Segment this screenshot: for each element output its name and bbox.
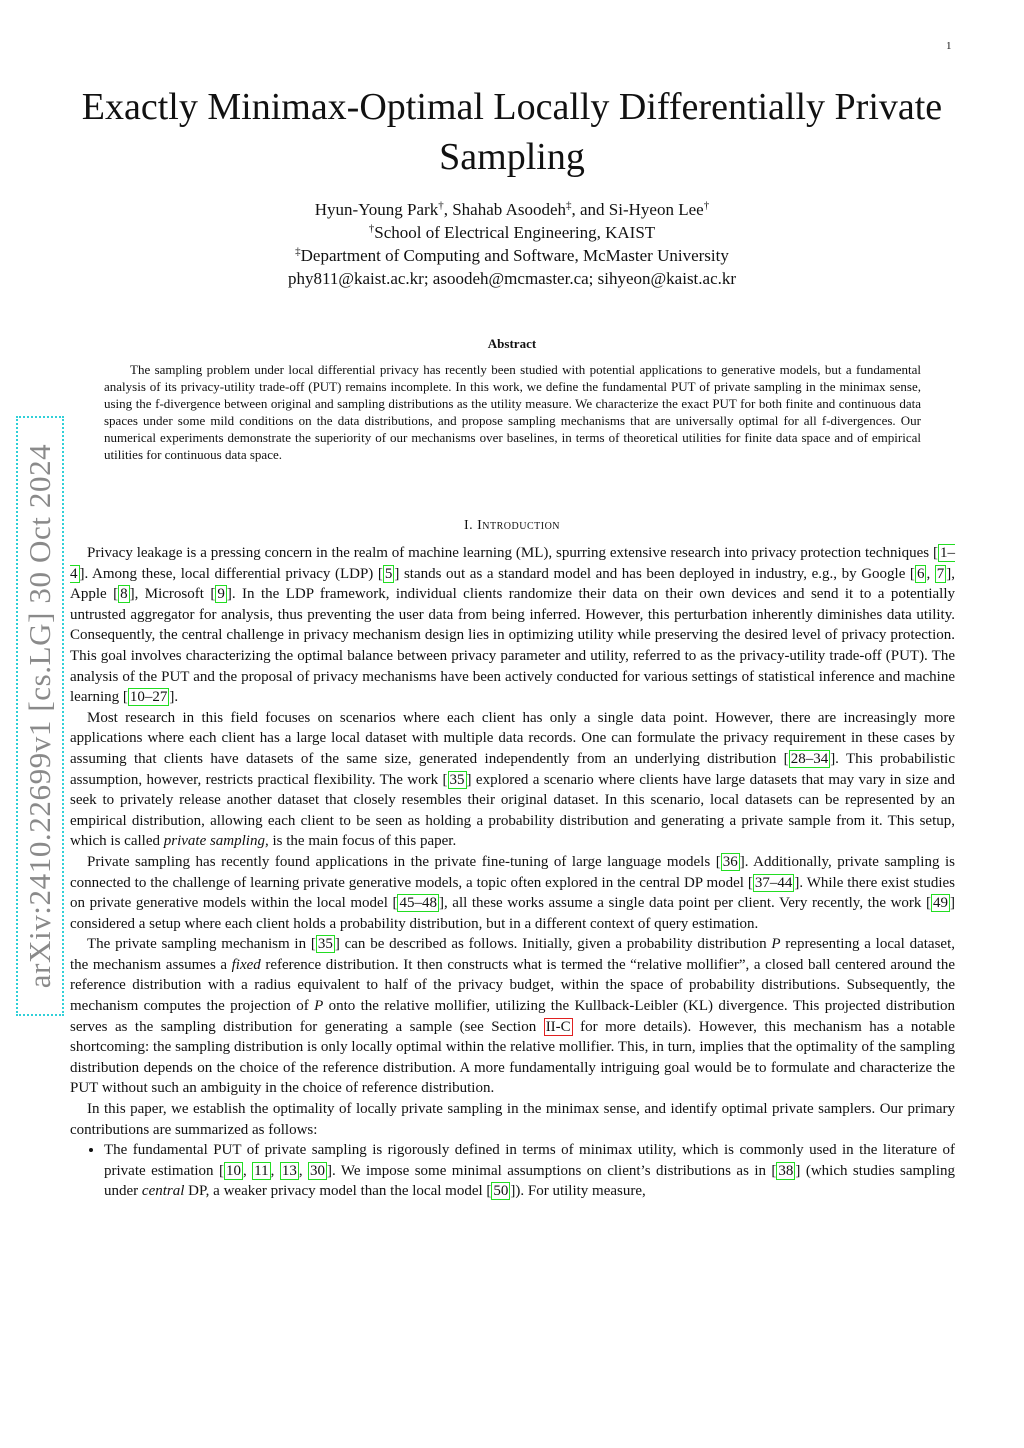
citation-link[interactable]: 28–34 bbox=[790, 750, 829, 767]
citation-link[interactable]: 37–44 bbox=[754, 874, 793, 891]
author-name: Hyun-Young Park bbox=[314, 200, 439, 219]
paragraph: The private sampling mechanism in [ 35 ] can be described as follows. Initially, given a probability distribution P representing a local dataset, the mechanism assumes a fixed reference distribution. It then constructs what is termed the “relative mollifier”, a closed ball centered around the reference distribution with a radius equivalent to half of the privacy budget, within the space of probability distributions. Subsequently, the mechanism computes the projection of P onto the relative mollifier, utilizing the Kullback-Leibler (KL) divergence. This projected distribution serves as the sampling distribution for generating a sample (see Section II-C for more details). However, this mechanism has a notable shortcoming: the sampling distribution is only locally optimal within the relative mollifier. This, in turn, implies that the optimality of the sampling distribution depends on the choice of the reference distribution. A more fundamentally intriguing goal would be to formulate and characterize the PUT without such an ambiguity in the choice of reference distribution. bbox=[70, 936, 956, 1097]
author-line bbox=[70, 198, 954, 221]
author-name: Shahab Asoodeh bbox=[452, 200, 567, 219]
paragraph: Private sampling has recently found applications in the private fine-tuning of large language models [ 36 ]. Additionally, private sampling is connected to the challenge of learning private generative models, a topic often explored in the central DP model [ 37–44 ]. While there exist studies on private generative models within the local model [ 45–48 ], all these works assume a single data point per client. Very recently, the work [ 49 ] considered a setup where each client holds a probability distribution, but in a different context of query estimation. bbox=[70, 853, 956, 932]
arxiv-identifier[interactable]: arXiv:2410.22699v1 [cs.LG] 30 Oct 2024 bbox=[16, 416, 64, 1016]
section-number: I. bbox=[463, 518, 474, 533]
citation-link[interactable]: 38 bbox=[778, 1162, 794, 1179]
affiliation-mark: † bbox=[703, 199, 710, 212]
citation-link[interactable]: 50 bbox=[493, 1183, 509, 1200]
emphasis: central bbox=[141, 1183, 185, 1200]
citation-link[interactable]: 5 bbox=[384, 565, 393, 582]
main-text bbox=[70, 543, 955, 1202]
section-title: Introduction bbox=[477, 518, 561, 533]
math-symbol: P bbox=[314, 998, 324, 1015]
author-name: and Si-Hyeon Lee bbox=[580, 200, 704, 219]
citation-link[interactable]: 1–4 bbox=[70, 545, 955, 582]
affiliation-mark: † bbox=[368, 222, 375, 235]
citation-link[interactable]: 7 bbox=[936, 565, 945, 582]
citation-link[interactable]: 45–48 bbox=[399, 895, 437, 912]
paragraph: In this paper, we establish the optimality of locally private sampling in the minimax sense, and identify optimal private samplers. Our primary contributions are summarized as follows: bbox=[70, 1101, 955, 1138]
abstract-heading: Abstract bbox=[487, 336, 537, 351]
affiliation-kaist: School of Electrical Engineering, KAIST bbox=[374, 223, 656, 242]
citation-link[interactable]: 11 bbox=[254, 1162, 269, 1179]
emphasis: fixed bbox=[231, 956, 261, 973]
math-symbol: P bbox=[771, 936, 781, 953]
affiliation-mark: ‡ bbox=[295, 245, 301, 258]
separator: , bbox=[571, 200, 576, 219]
affiliation-mark: ‡ bbox=[566, 199, 572, 212]
contribution-list bbox=[70, 1140, 955, 1202]
emphasis: private sampling bbox=[163, 833, 265, 850]
citation-link[interactable]: 6 bbox=[916, 565, 925, 582]
citation-link[interactable]: 9 bbox=[217, 586, 225, 603]
affiliation-line bbox=[70, 244, 954, 267]
citation-link[interactable]: 35 bbox=[317, 936, 333, 953]
list-item: • The fundamental PUT of private sampling is rigorously defined in terms of minimax utility, which is commonly used in the literature of private estimation [ 10 , 11 , 13 , 30 ]. We impose some minimal assumptions on client’s distributions as in [ 38 ] (which studies sampling under central DP, a weaker privacy model than the local model [ 50 ]). For utility measure, bbox=[104, 1140, 955, 1202]
paragraph: Most research in this field focuses on scenarios where each client has only a single data point. However, there are increasingly more applications where each client has a large local dataset with multiple data records. One can formulate the privacy requirement in these cases by assuming that clients have datasets of the same size, generated independently from an underlying distribution [ 28–34 ]. This probabilistic assumption, however, restricts practical flexibility. The work [ 35 ] explored a scenario where clients have large datasets that may vary in size and seek to privately release another dataset that closely resembles their original dataset. In this scenario, local datasets can be represented by an empirical distribution, allowing each client to be seen as holding a probability distribution and generating a private sample from it. This setup, which is called private sampling, is the main focus of this paper. bbox=[70, 709, 956, 850]
citation-link[interactable]: 35 bbox=[449, 771, 465, 788]
citation-link[interactable]: 10–27 bbox=[129, 689, 168, 706]
citation-link[interactable]: 8 bbox=[120, 586, 128, 603]
section-heading bbox=[70, 518, 954, 534]
affiliation-mark: † bbox=[438, 199, 444, 212]
abstract-text: The sampling problem under local differential privacy has recently been studied with potential applications to generative models, but a fundamental analysis of its privacy-utility trade-off (PUT) remains incomplete. In this work, we define the fundamental PUT of private sampling in the minimax sense, using the f-divergence between original and sampling distributions as the utility measure. We characterize the exact PUT for both finite and continuous data spaces under some mild conditions on the data distributions, and propose sampling mechanisms that are universally optimal for all f-divergences. Our numerical experiments demonstrate the superiority of our mechanisms over baselines, in terms of theoretical utilities for finite data space and of empirical utilities for continuous data space. bbox=[104, 362, 921, 462]
paper-title: Exactly Minimax-Optimal Locally Differentially Private Sampling bbox=[81, 86, 943, 178]
citation-link[interactable]: 30 bbox=[310, 1162, 325, 1179]
citation-link[interactable]: 49 bbox=[932, 895, 948, 912]
affiliation-mcmaster: Department of Computing and Software, McMaster University bbox=[300, 246, 729, 265]
citation-link[interactable]: 10 bbox=[225, 1162, 241, 1179]
section-link[interactable]: II-C bbox=[545, 1018, 571, 1035]
author-emails: phy811@kaist.ac.kr; asoodeh@mcmaster.ca; sihyeon@kaist.ac.kr bbox=[287, 269, 737, 288]
paragraph: Privacy leakage is a pressing concern in the realm of machine learning (ML), spurring extensive research into privacy protection techniques [ 1–4 ]. Among these, local differential privacy (LDP) [ 5 ] stands out as a standard model and has been deployed in industry, e.g., by Google [ 6 , 7 ], Apple [ 8 ], Microsoft [ 9 ]. In the LDP framework, individual clients randomize their data on their own devices and send it to a potentially untrusted aggregator for analysis, thus preventing the user data from being inferred. However, this perturbation inherently diminishes data utility. Consequently, the central challenge in privacy mechanism design lies in optimizing utility while preserving the desired level of privacy protection. This goal involves characterizing the optimal balance between privacy parameter and utility, referred to as the privacy-utility trade-off (PUT). The analysis of the PUT and the proposal of privacy mechanisms have been actively conducted for various settings of statistical inference and machine learning [ 10–27 ]. bbox=[70, 545, 956, 706]
affiliation-line bbox=[70, 221, 954, 244]
citation-link[interactable]: 36 bbox=[722, 853, 738, 870]
author-block bbox=[70, 198, 954, 290]
page-number: 1 bbox=[946, 40, 952, 52]
separator: , bbox=[443, 200, 448, 219]
citation-link[interactable]: 13 bbox=[281, 1162, 297, 1179]
